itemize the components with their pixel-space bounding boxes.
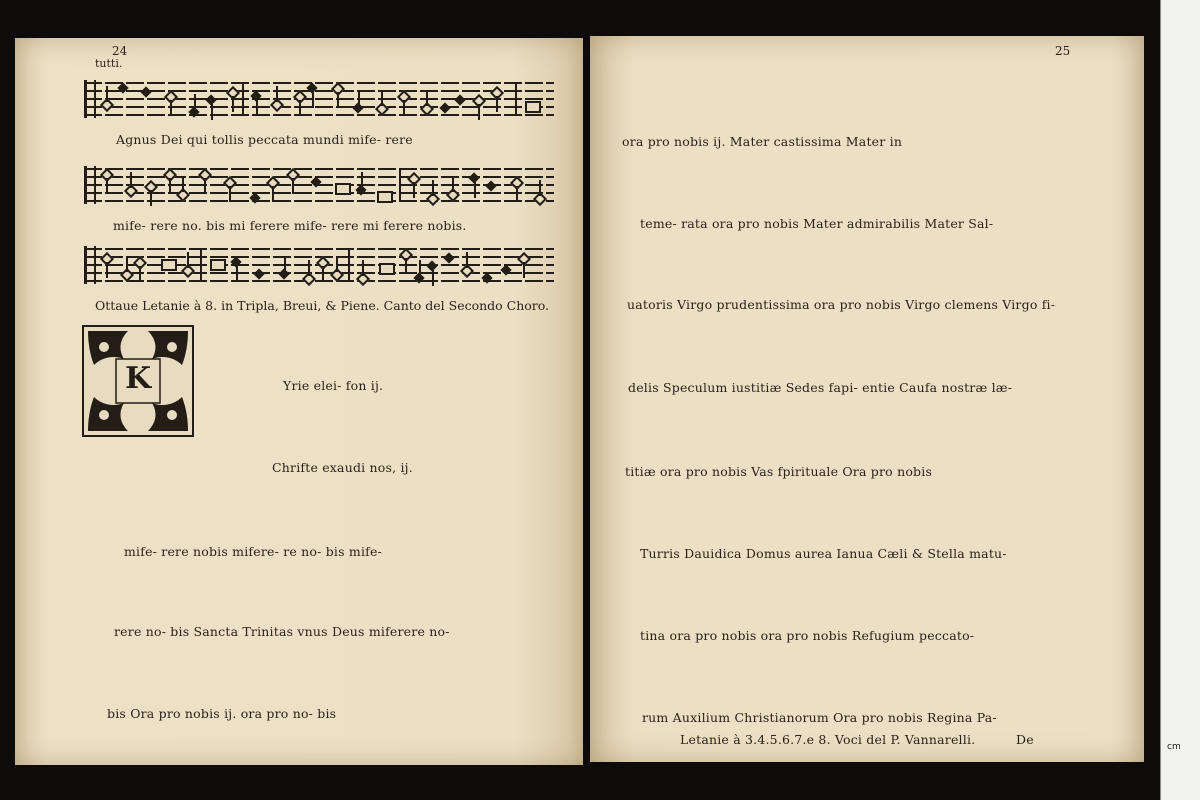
note-stem xyxy=(292,178,294,194)
note-head xyxy=(485,180,496,191)
note-stem xyxy=(182,176,184,192)
note-stem xyxy=(169,178,171,194)
breve-note xyxy=(210,259,226,271)
note-stem xyxy=(432,270,434,286)
measurement-ruler xyxy=(1160,0,1200,800)
lyric-line: mife- rere nobis mifere- re no- bis mife- xyxy=(124,544,383,559)
note-stem xyxy=(413,182,415,198)
tutti-label: tutti. xyxy=(95,57,123,70)
note-stem xyxy=(312,92,314,108)
note-stem xyxy=(362,260,364,276)
lyric-line: rere no- bis Sancta Trinitas vnus Deus miferere no- xyxy=(114,624,450,639)
note-stem xyxy=(276,86,278,102)
music-staff xyxy=(84,164,554,208)
note-stem xyxy=(496,96,498,112)
breve-note xyxy=(379,263,395,275)
note-stem xyxy=(130,172,132,188)
lyric-line: titiæ ora pro nobis Vas fpirituale Ora pro nobis xyxy=(625,464,933,479)
note-stem xyxy=(466,252,468,268)
note-stem xyxy=(432,180,434,196)
note-stem xyxy=(322,266,324,282)
ruler-unit-label: cm xyxy=(1167,742,1181,752)
note-stem xyxy=(336,256,338,272)
lyric-line: bis Ora pro nobis ij. ora pro no- bis xyxy=(107,706,337,721)
page-footer: Letanie à 3.4.5.6.7.e 8. Voci del P. Vannarelli. xyxy=(680,732,976,747)
clef-mark xyxy=(84,246,96,284)
bar-line xyxy=(515,82,517,116)
breve-note xyxy=(377,191,393,203)
lyric-line: Agnus Dei qui tollis peccata mundi mife- rere xyxy=(116,132,413,147)
lyric-line: teme- rata ora pro nobis Mater admirabilis Mater Sal- xyxy=(640,216,994,231)
lyric-line: tina ora pro nobis ora pro nobis Refugium peccato- xyxy=(640,628,975,643)
lyric-line: ora pro nobis ij. Mater castissima Mater in xyxy=(622,134,903,149)
note-stem xyxy=(419,260,421,276)
note-stem xyxy=(361,172,363,188)
lyric-line: Chrifte exaudi nos, ij. xyxy=(272,460,413,475)
note-stem xyxy=(194,94,196,110)
clef-mark xyxy=(84,166,96,204)
note-stem xyxy=(452,176,454,192)
note-stem xyxy=(126,256,128,272)
note-stem xyxy=(106,86,108,102)
note-head xyxy=(443,252,454,263)
note-head xyxy=(439,102,450,113)
note-head xyxy=(140,86,151,97)
note-stem xyxy=(539,180,541,196)
note-stem xyxy=(405,258,407,274)
catchword: De xyxy=(1016,732,1034,747)
decorated-initial xyxy=(82,325,194,437)
note-stem xyxy=(232,96,234,112)
breve-note xyxy=(335,183,351,195)
left-page-number: 24 xyxy=(112,44,128,58)
note-stem xyxy=(478,104,480,120)
note-stem xyxy=(272,186,274,202)
bar-line xyxy=(200,248,202,282)
note-stem xyxy=(516,186,518,202)
initial-letter: K xyxy=(124,361,152,396)
note-stem xyxy=(187,252,189,268)
breve-note xyxy=(161,259,177,271)
lyric-line: Yrie elei- fon ij. xyxy=(283,378,384,393)
note-stem xyxy=(299,100,301,116)
right-page-number: 25 xyxy=(1055,44,1071,58)
music-staff xyxy=(84,244,554,288)
note-stem xyxy=(403,100,405,116)
bar-line xyxy=(348,248,350,282)
note-stem xyxy=(139,266,141,282)
music-staff xyxy=(84,78,554,122)
note-stem xyxy=(106,178,108,194)
bar-line xyxy=(399,168,401,202)
note-head xyxy=(253,268,264,279)
note-stem xyxy=(284,256,286,272)
bar-line xyxy=(242,82,244,116)
lyric-line: Turris Dauidica Domus aurea Ianua Cæli & Stella matu- xyxy=(640,546,1007,561)
lyric-line: delis Speculum iustitiæ Sedes fapi- entie Caufa nostræ læ- xyxy=(628,380,1013,395)
note-stem xyxy=(150,190,152,206)
note-stem xyxy=(358,90,360,106)
note-stem xyxy=(256,100,258,116)
note-stem xyxy=(211,104,213,120)
note-stem xyxy=(474,182,476,198)
note-stem xyxy=(523,262,525,278)
breve-note xyxy=(525,101,541,113)
lyric-line: mife- rere no. bis mi ferere mife- rere mi ferere nobis. xyxy=(113,218,467,233)
note-head xyxy=(454,94,465,105)
lyric-line: uatoris Virgo prudentissima ora pro nobis Virgo clemens Virgo fi- xyxy=(627,297,1056,312)
note-stem xyxy=(229,186,231,202)
note-stem xyxy=(337,92,339,108)
note-stem xyxy=(106,262,108,278)
note-stem xyxy=(204,178,206,194)
note-stem xyxy=(426,90,428,106)
note-stem xyxy=(381,90,383,106)
note-stem xyxy=(236,266,238,282)
note-stem xyxy=(308,260,310,276)
note-stem xyxy=(170,100,172,116)
clef-mark xyxy=(84,80,96,118)
section-heading: Ottaue Letanie à 8. in Tripla, Breui, & Piene. Canto del Secondo Choro. xyxy=(95,298,550,313)
lyric-line: rum Auxilium Christianorum Ora pro nobis Regina Pa- xyxy=(642,710,997,725)
